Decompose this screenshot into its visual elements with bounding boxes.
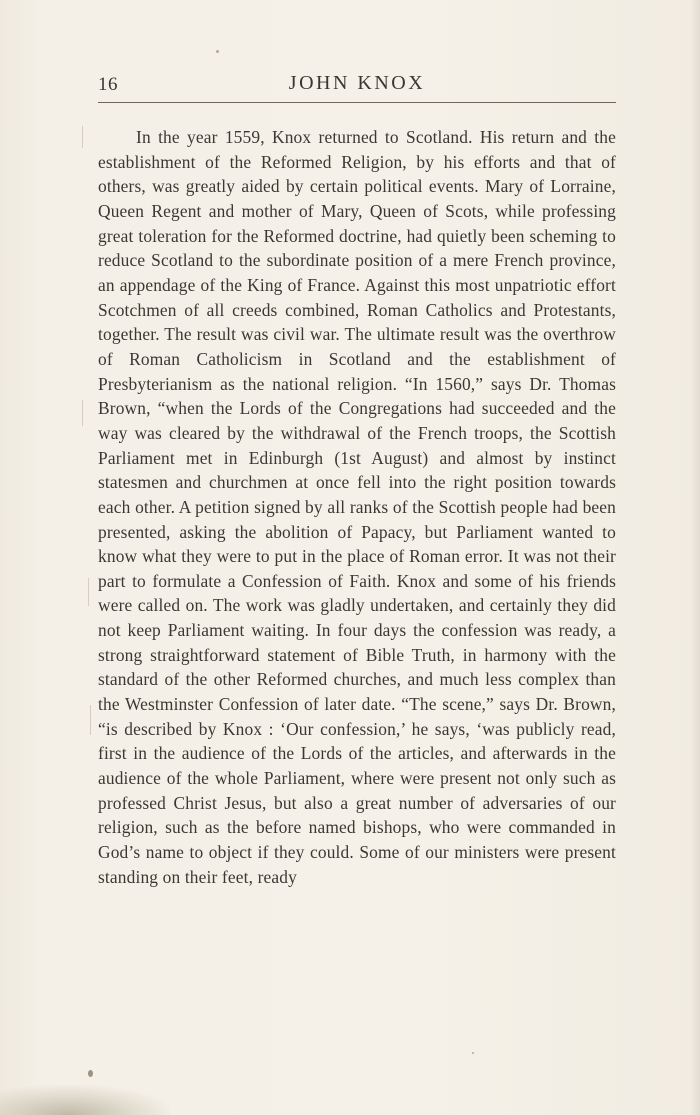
margin-mark [88, 578, 89, 606]
paper-speck [88, 1070, 93, 1077]
header-rule [98, 102, 616, 103]
paper-stain [0, 1085, 170, 1115]
paper-speck [472, 1052, 474, 1054]
page-number: 16 [98, 74, 118, 95]
margin-mark [82, 400, 83, 426]
page-header [98, 72, 616, 102]
running-title: JOHN KNOX [288, 72, 426, 94]
margin-mark [90, 705, 91, 735]
margin-mark [82, 126, 83, 148]
body-paragraph: In the year 1559, Knox returned to Scotland. His return and the establishment of the Reformed Religion, by his efforts and that of others, was greatly aided by certain political events. Mary of Lorraine, Queen Regent and mother of Mary, Queen of Scots, while professing great toleration for the Reformed doctrine, had quietly been scheming to reduce Scotland to the subordinate position of a mere French province, an appendage of the King of France. Against this most unpatriotic effort Scotchmen of all creeds combined, Roman Catholics and Protestants, together. The result was civil war. The ultimate result was the overthrow of Roman Catholicism in Scotland and the establishment of Presbyterianism as the national religion. “In 1560,” says Dr. Thomas Brown, “when the Lords of the Congregations had succeeded and the way was cleared by the withdrawal of the French troops, the Scottish Parliament met in Edinburgh (1st August) and almost by instinct statesmen and churchmen at once fell into the right position towards each other. A petition signed by all ranks of the Scottish people had been presented, asking the abolition of Papacy, but Parliament wanted to know what they were to put in the place of Roman error. It was not their part to formulate a Confession of Faith. Knox and some of his friends were called on. The work was gladly undertaken, and certainly they did not keep Parliament waiting. In four days the confession was ready, a strong straightforward statement of Bible Truth, in harmony with the standard of the other Reformed churches, and much less complex than the Westminster Confession of later date. “The scene,” says Dr. Brown, “is described by Knox : ‘Our confession,’ he says, ‘was publicly read, first in the audience of the Lords of the articles, and afterwards in the audience of the whole Parliament, where were present not only such as professed Christ Jesus, but also a great number of adversaries of our religion, such as the before named bishops, who were commanded in God’s name to object if they could. Some of our ministers were present standing on their feet, ready [98, 127, 616, 887]
page-edge-shadow [690, 0, 700, 1115]
paper-speck [216, 50, 219, 53]
